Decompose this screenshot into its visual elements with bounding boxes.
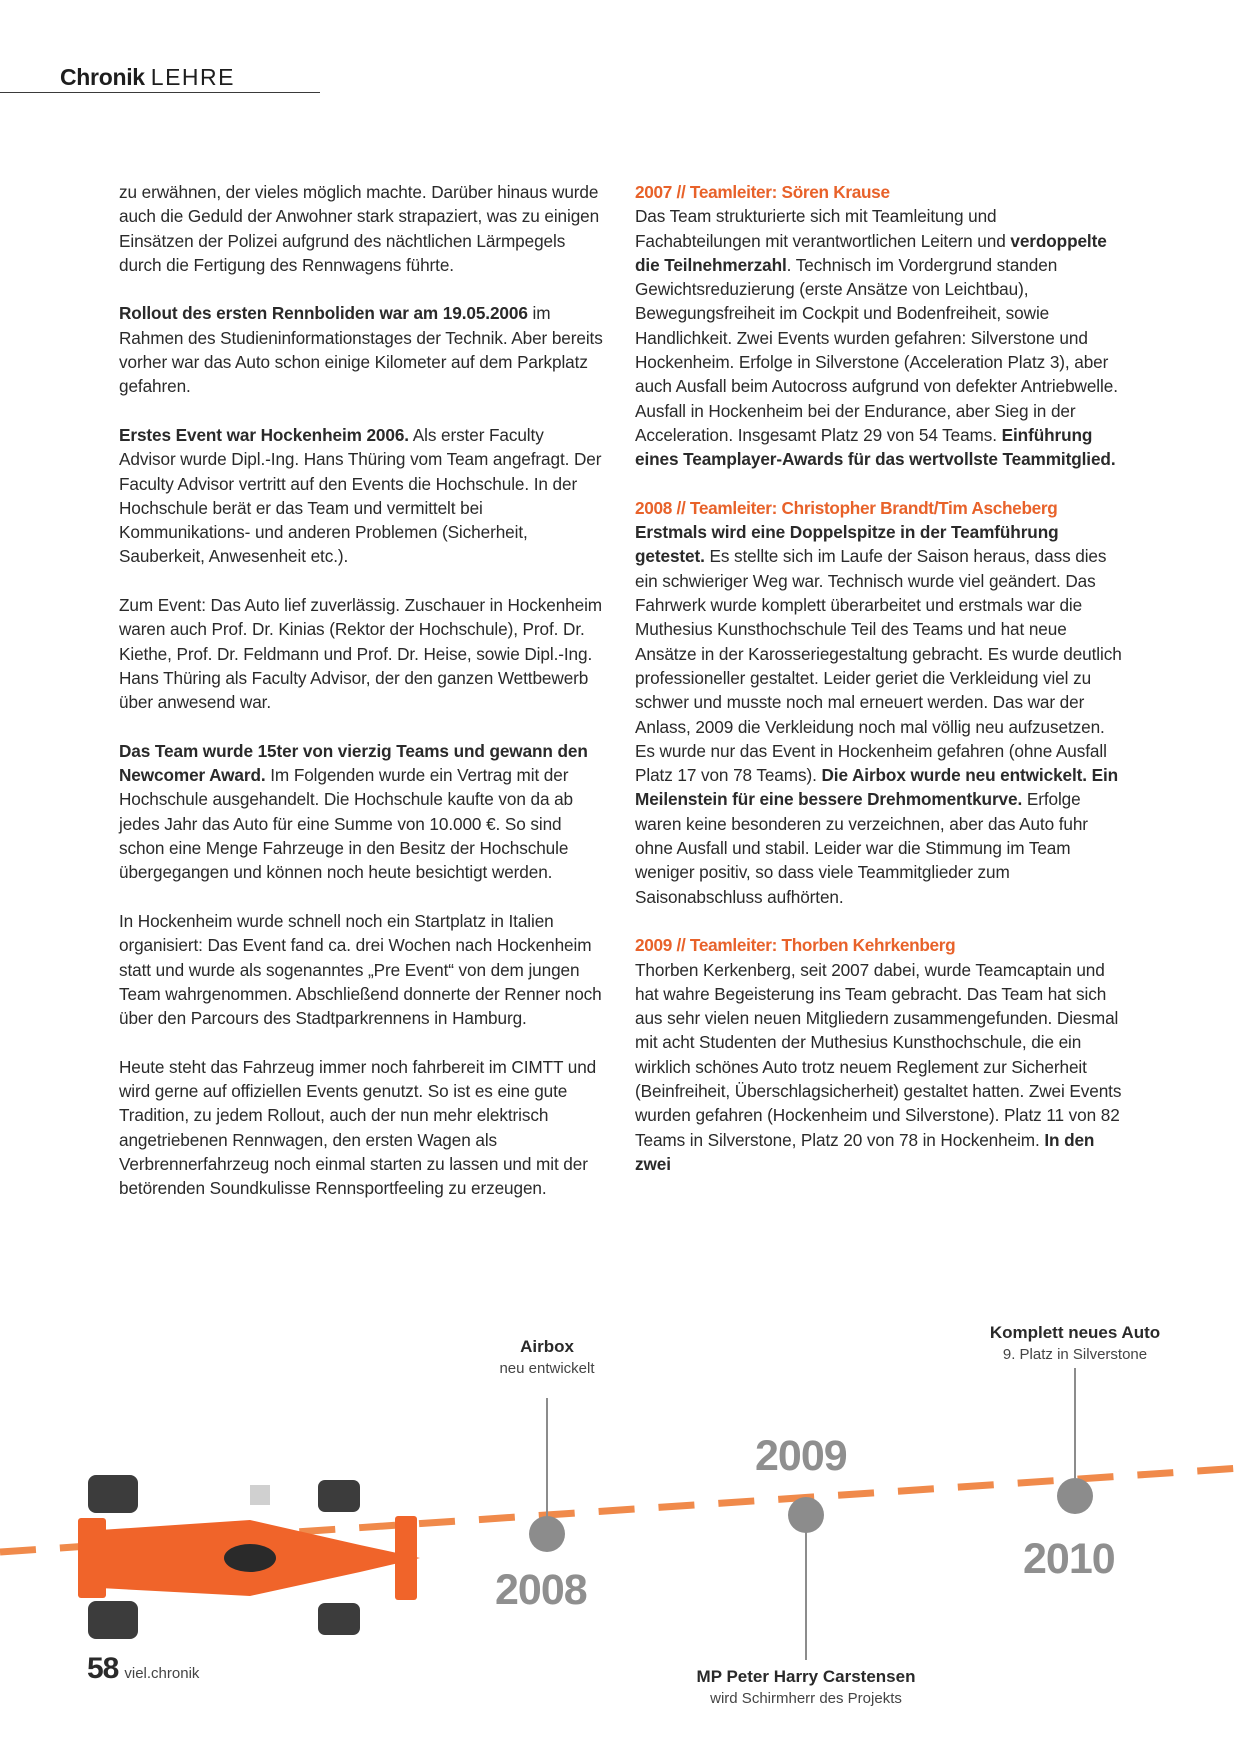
event-title: Komplett neues Auto [989, 1323, 1161, 1342]
paragraph-2008 [635, 520, 1125, 909]
left-column [119, 180, 604, 1225]
paragraph-highlight: Erstmals wird eine Doppelspitze in der Teamführung getestet. [635, 522, 1059, 567]
paragraph-text: Thorben Kerkenberg, seit 2007 dabei, wurde Teamcaptain und hat wahre Begeisterung ins Team gebracht. Das Team hat sich aus sehr vielen neuen Mitgliedern zusammengefunden. Diesmal mit acht Studenten der Muthesius Kunsthochschule, die ein wirklich schönes Auto trotz neuem Reglement zur Sicherheit (Beinfreiheit, Überschlagsicherheit) gestaltet hatten. Zwei Events wurden gefahren (Hockenheim und Silverstone). Platz 11 von 82 Teams in Silverstone, Platz 20 von 78 in Hockenheim. [635, 959, 1122, 1150]
paragraph-highlight: verdoppelte die Teilnehmerzahl [635, 230, 1107, 275]
paragraph-text: Das Team strukturierte sich mit Teamleitung und Fachabteilungen mit verantwortlichen Leitern und [635, 206, 1006, 251]
section-heading-2009: 2009 // Teamleiter: Thorben Kehrkenberg [635, 935, 956, 956]
paragraph-text: Erfolge waren keine besonderen zu verzeichnen, aber das Auto fuhr ohne Ausfall und stabil. Leider war die Stimmung im Team weniger positiv, so dass viele Teammitglieder zum Saisonabschluss aufhörten. [635, 789, 1088, 907]
paragraph-lead: Erstes Event war Hockenheim 2006. [119, 424, 409, 445]
car-front-wing [395, 1516, 417, 1600]
paragraph-text: . Technisch im Vordergrund standen Gewichtsreduzierung (erste Ansätze von Leichtbau), Bewegungsfreiheit im Cockpit und Bodenfreiheit, sowie Handlichkeit. Zwei Events wurden gefahren: Silverstone und Hockenheim. Erfolge in Silverstone (Acceleration Platz 3), aber auch Ausfall beim Autocross aufgrund von defekter Antriebwelle. Ausfall in Hockenheim bei der Endurance, aber Sieg in der Acceleration. Insgesamt Platz 29 von 54 Teams. [635, 254, 1118, 445]
header-rule [0, 92, 320, 93]
event-patron [666, 1666, 946, 1710]
car-wheel [88, 1475, 138, 1513]
event-subtitle: neu entwickelt [499, 1360, 595, 1377]
paragraph-2007 [635, 204, 1125, 471]
car-wheel [318, 1603, 360, 1635]
paragraph: In Hockenheim wurde schnell noch ein Startplatz in Italien organisiert: Das Event fand ca. drei Wochen nach Hockenheim statt und wurde als sogenanntes „Pre Event“ von dem jungen Team wahrgenommen. Abschließend donnerte der Renner noch über den Parcours des Stadtparkrennens in Hamburg. [119, 910, 602, 1029]
year-2009: 2009 [755, 1432, 847, 1480]
paragraph-text: Es stellte sich im Laufe der Saison heraus, dass dies ein schwieriger Weg war. Technisch wurde viel geändert. Das Fahrwerk wurde komplett überarbeitet und erstmals war die Muthesius Kunsthochschule Teil des Teams und hat neue Ansätze in der Karosseriegestaltung gebracht. Es wurde deutlich professioneller gestaltet. Leider geriet die Verkleidung viel zu schwer und musste noch mal erneuert werden. Das war der Anlass, 2009 die Verkleidung noch mal völlig neu aufzusetzen. Es wurde nur das Event in Hockenheim gefahren (ohne Ausfall Platz 17 von 78 Teams). [635, 546, 1122, 786]
year-2010: 2010 [1023, 1535, 1115, 1583]
section-subtitle: LEHRE [150, 64, 235, 90]
car-wheel [318, 1480, 360, 1512]
publication-name: viel.chronik [124, 1665, 200, 1682]
paragraph-2009 [635, 958, 1125, 1177]
paragraph: Heute steht das Fahrzeug immer noch fahrbereit im CIMTT und wird gerne auf offiziellen Events genutzt. So ist es eine gute Tradition, zu jedem Rollout, auch der nun mehr elektrisch angetriebenen Rennwagen, den ersten Wagen als Verbrennerfahrzeug noch einmal starten zu lassen und mit der betörenden Soundkulisse Rennsportfeeling zu erzeugen. [119, 1056, 597, 1199]
paragraph: zu erwähnen, der vieles möglich machte. Darüber hinaus wurde auch die Geduld der Anwohner stark strapaziert, was zu einigen Einsätzen der Polizei aufgrund des nächtlichen Lärmpegels durch die Fertigung des Rennwagens führte. [119, 182, 600, 275]
section-title: Chronik [60, 64, 145, 90]
paragraph-text: Im Folgenden wurde ein Vertrag mit der Hochschule ausgehandelt. Die Hochschule kaufte von da ab jedes Jahr das Auto für eine Summe von 10.000 €. So sind schon eine Menge Fahrzeuge in den Besitz der Hochschule übergegangen und können noch heute besichtigt werden. [119, 765, 573, 883]
page-header [0, 56, 320, 94]
event-title: Airbox [520, 1337, 574, 1356]
event-subtitle: wird Schirmherr des Projekts [710, 1690, 902, 1707]
event-subtitle: 9. Platz in Silverstone [1002, 1346, 1148, 1363]
page-footer [87, 1652, 199, 1686]
car-wheel [88, 1601, 138, 1639]
event-title: MP Peter Harry Carstensen [696, 1667, 916, 1686]
paragraph [119, 301, 604, 398]
car-cockpit [224, 1544, 276, 1572]
paragraph-highlight: Einführung eines Teamplayer-Awards für das wertvollste Teammitglied. [635, 424, 1116, 470]
paragraph-highlight: Die Airbox wurde neu entwickelt. Ein Meilenstein für eine bessere Drehmomentkurve. [635, 765, 1119, 810]
paragraph-text: im Rahmen des Studieninformationstages der Technik. Aber bereits vorher war das Auto schon einige Kilometer auf dem Parkplatz gefahren. [119, 303, 603, 397]
paragraph [119, 739, 604, 885]
right-column [635, 180, 1125, 1200]
section-heading-2007: 2007 // Teamleiter: Sören Krause [635, 182, 890, 202]
section-heading-2008: 2008 // Teamleiter: Christopher Brandt/Tim Ascheberg [635, 497, 1058, 518]
car-exhaust [250, 1485, 270, 1505]
marker-2008 [529, 1516, 565, 1552]
event-airbox [487, 1336, 607, 1380]
paragraph-lead: Das Team wurde 15ter von vierzig Teams und gewann den Newcomer Award. [119, 740, 588, 786]
event-new-car [965, 1322, 1185, 1366]
year-2008: 2008 [495, 1566, 587, 1614]
section-label [60, 64, 235, 91]
page-number: 58 [87, 1652, 119, 1685]
paragraph-highlight: In den zwei [635, 1129, 1095, 1174]
paragraph [119, 423, 604, 569]
paragraph-text: Als erster Faculty Advisor wurde Dipl.-Ing. Hans Thüring vom Team angefragt. Der Faculty Advisor vertritt auf den Events die Hochschule. In der Hochschule berät er das Team und vermittelt bei Kommunikations- und anderen Problemen (Sicherheit, Sauberkeit, Anwesenheit etc.). [119, 424, 602, 567]
timeline [0, 1320, 1241, 1754]
paragraph-lead: Rollout des ersten Rennboliden war am 19.05.2006 [119, 303, 528, 324]
marker-2010 [1057, 1478, 1093, 1514]
marker-2009 [788, 1497, 824, 1533]
paragraph: Zum Event: Das Auto lief zuverlässig. Zuschauer in Hockenheim waren auch Prof. Dr. Kinias (Rektor der Hochschule), Prof. Dr. Kiethe, Prof. Dr. Feldmann und Prof. Dr. Heise, sowie Dipl.-Ing. Hans Thüring als Faculty Advisor, der den ganzen Wettbewerb über anwesend war. [119, 595, 603, 713]
race-car-illustration [78, 1475, 420, 1639]
